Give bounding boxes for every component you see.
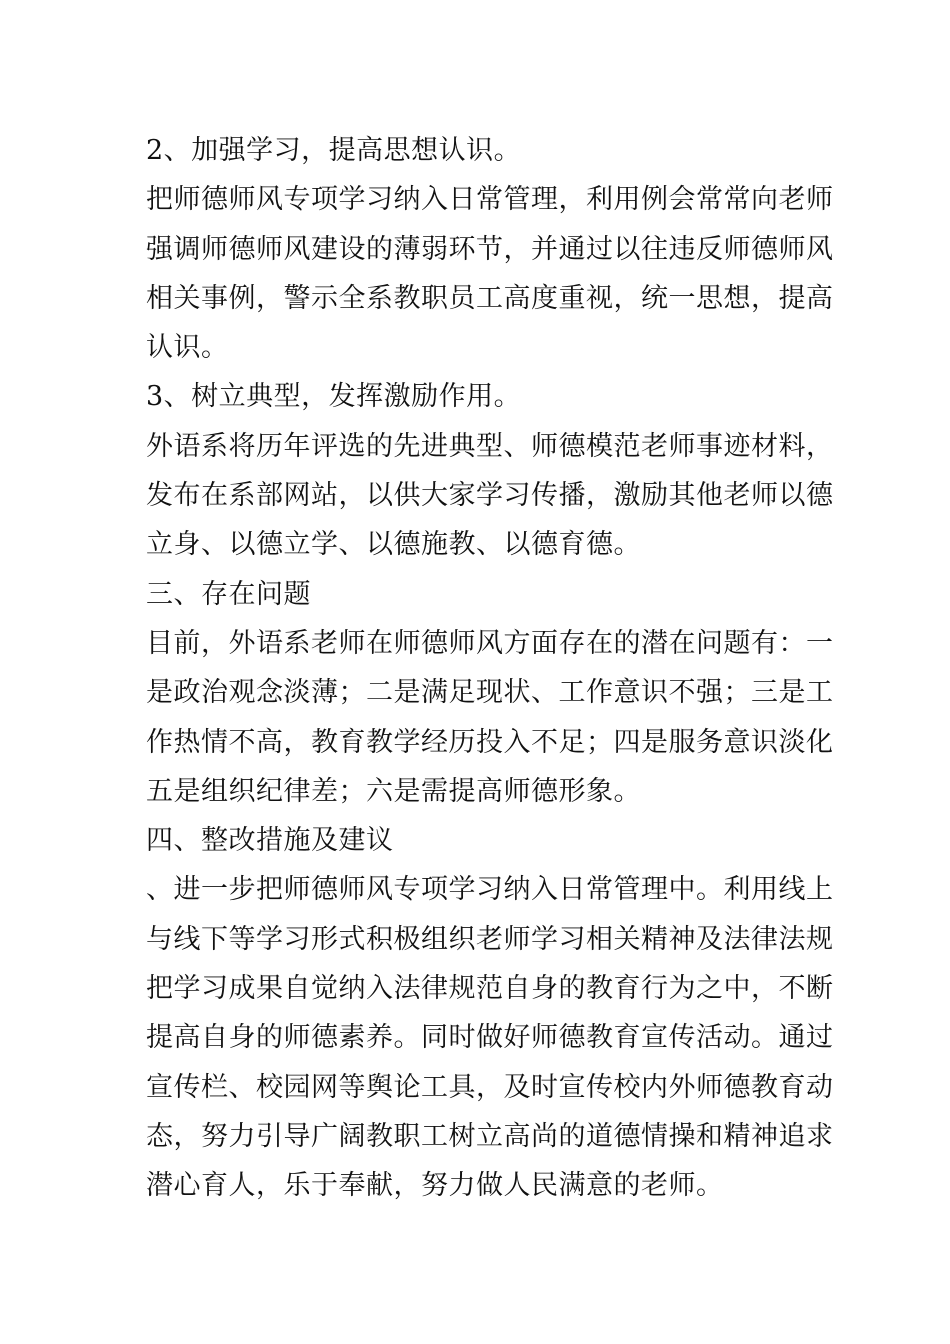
heading-strengthen-study: 2、加强学习，提高思想认识。 — [146, 135, 522, 166]
paragraph-line: 立身、以德立学、以德施教、以德育德。 — [146, 529, 641, 561]
paragraph-line: 强调师德师风建设的薄弱环节，并通过以往违反师德师风 — [146, 233, 834, 265]
paragraph-line: 、进一步把师德师风专项学习纳入日常管理中。利用线上 — [146, 874, 834, 906]
paragraph-line: 宣传栏、校园网等舆论工具，及时宣传校内外师德教育动 — [146, 1071, 834, 1103]
heading-set-examples: 3、树立典型，发挥激励作用。 — [146, 381, 522, 413]
paragraph-line: 目前，外语系老师在师德师风方面存在的潜在问题有：一 — [146, 627, 834, 659]
paragraph-line: 五是组织纪律差；六是需提高师德形象。 — [146, 775, 641, 807]
paragraph-line: 相关事例，警示全系教职员工高度重视，统一思想，提高 — [146, 282, 834, 314]
heading-existing-problems: 三、存在问题 — [146, 578, 311, 610]
paragraph-line: 外语系将历年评选的先进典型、师德模范老师事迹材料， — [146, 430, 834, 462]
paragraph-line: 是政治观念淡薄；二是满足现状、工作意识不强；三是工 — [146, 677, 834, 709]
paragraph-line: 把学习成果自觉纳入法律规范自身的教育行为之中，不断 — [146, 973, 834, 1005]
document-body — [146, 126, 834, 1211]
paragraph-line: 态，努力引导广阔教职工树立高尚的道德情操和精神追求 — [146, 1120, 834, 1152]
paragraph-line: 认识。 — [146, 332, 229, 364]
paragraph-line: 提高自身的师德素养。同时做好师德教育宣传活动。通过 — [146, 1022, 834, 1054]
paragraph-line: 作热情不高，教育教学经历投入不足；四是服务意识淡化 — [146, 726, 834, 758]
paragraph-line: 与线下等学习形式积极组织老师学习相关精神及法律法规 — [146, 923, 834, 955]
paragraph-line: 发布在系部网站，以供大家学习传播，激励其他老师以德 — [146, 480, 834, 512]
paragraph-line: 把师德师风专项学习纳入日常管理，利用例会常常向老师 — [146, 184, 834, 216]
paragraph-line: 潜心育人，乐于奉献，努力做人民满意的老师。 — [146, 1170, 724, 1202]
heading-rectification-measures: 四、整改措施及建议 — [146, 825, 394, 857]
